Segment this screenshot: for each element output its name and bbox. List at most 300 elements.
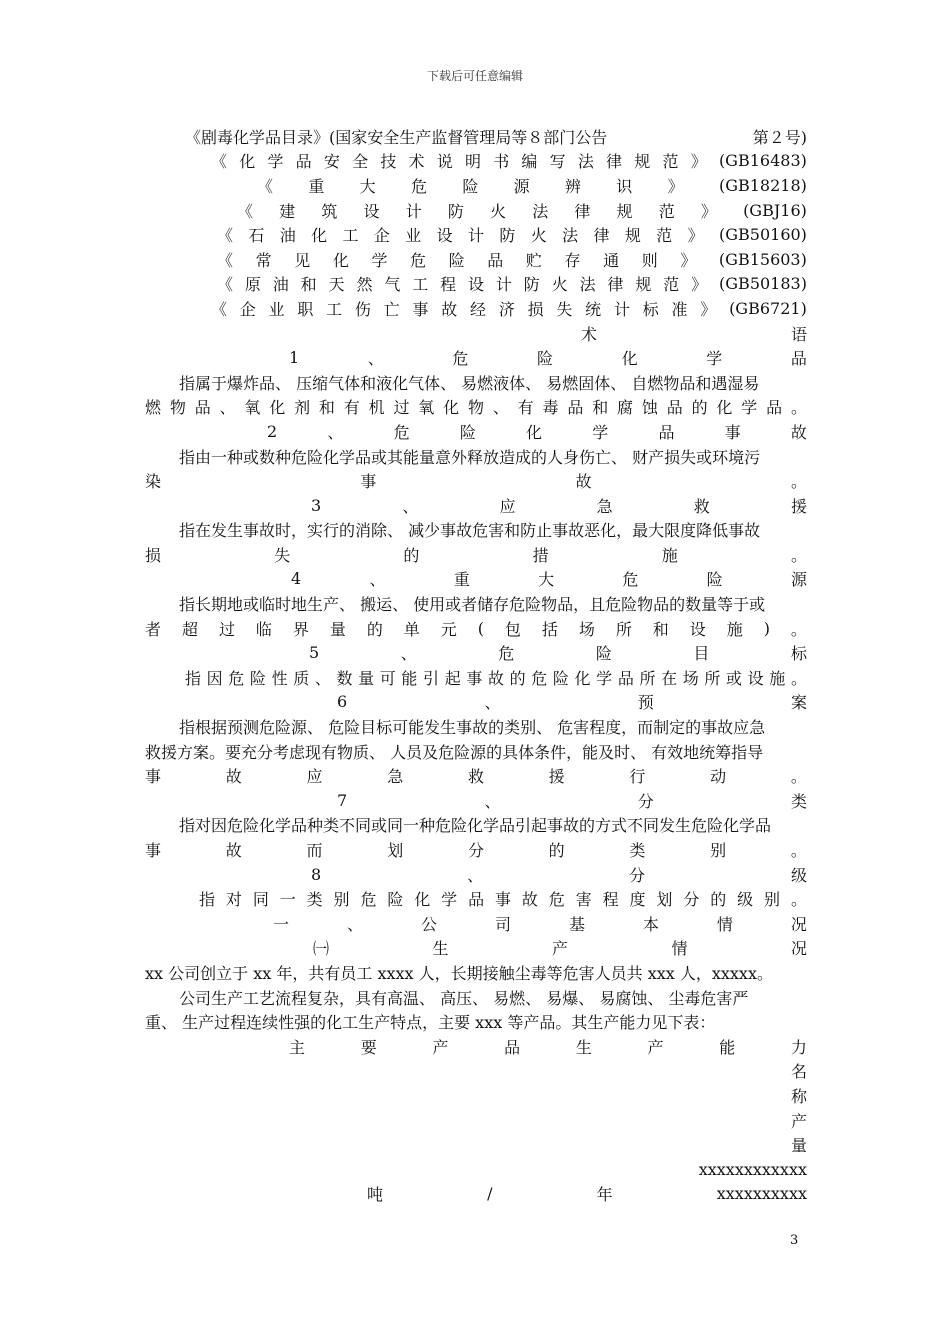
text-token: 指在发生事故时，实行的消除、 减少事故危害和防止事故恶化，最大限度降低事故 (179, 521, 761, 541)
text-token: 学 (371, 250, 388, 270)
text-line (145, 1182, 807, 1207)
text-token: 施 (726, 619, 743, 639)
text-token: 界 (292, 619, 309, 639)
text-token: 业 (405, 226, 422, 246)
text-token: 2 (267, 421, 278, 441)
text-token: 、 (346, 914, 363, 934)
text-token: 施 (661, 545, 678, 565)
text-token: 而 (306, 841, 323, 861)
text-token: 物 (467, 398, 484, 418)
text-line (145, 345, 807, 370)
text-line (145, 370, 807, 395)
text-line (145, 714, 807, 739)
text-token: 起 (444, 668, 461, 688)
text-token: 类 (790, 791, 807, 811)
text-token: 括 (541, 619, 558, 639)
text-line (145, 665, 807, 690)
text-token: 安 (323, 152, 340, 172)
text-token: 防 (499, 226, 516, 246)
text-line (145, 444, 807, 469)
text-token: 危 (452, 349, 469, 369)
text-line (145, 321, 807, 346)
text-token: (GBJ16) (743, 200, 807, 220)
text-line (145, 886, 807, 911)
text-token: 品 (567, 398, 584, 418)
text-token: 况 (790, 939, 807, 959)
text-token: 引 (423, 668, 440, 688)
text-token: 《剧毒化学品目录》(国家安全生产监督管理局等８部门公告 (185, 127, 608, 147)
text-token: 则 (641, 250, 658, 270)
text-token: 1 (289, 348, 300, 368)
text-token: 险 (537, 349, 554, 369)
text-token: 量 (358, 668, 375, 688)
text-token: 危 (360, 890, 377, 910)
text-token: 险 (459, 422, 476, 442)
text-token: xxxxxxxxxxxx (698, 1159, 807, 1179)
text-line (145, 1108, 807, 1133)
text-token: 危 (498, 644, 515, 664)
text-token: 写 (549, 152, 566, 172)
text-token: 6 (337, 692, 348, 712)
text-token: 亡 (383, 299, 400, 319)
text-token: 计 (495, 275, 512, 295)
text-token: 学 (592, 422, 609, 442)
text-token: 机 (368, 398, 385, 418)
text-token: 年 (596, 1185, 613, 1205)
text-token: 事 (145, 767, 162, 787)
text-token: 险 (706, 570, 723, 590)
text-token: 急 (387, 767, 404, 787)
text-token: 故 (225, 767, 242, 787)
text-token: 范 (658, 201, 675, 221)
text-token: / (487, 1184, 493, 1204)
text-token: 。 (790, 668, 807, 688)
text-token: 所 (639, 668, 656, 688)
text-token: 者 (145, 619, 162, 639)
text-token: 化 (414, 890, 431, 910)
text-token: 火 (551, 275, 568, 295)
text-token: 计 (468, 226, 485, 246)
text-token: 染 (145, 472, 162, 492)
text-token: 险 (448, 250, 465, 270)
text-token: 量 (790, 1136, 807, 1156)
text-token: 5 (309, 643, 320, 663)
text-line (145, 296, 807, 321)
text-line (145, 173, 807, 198)
text-token: 全 (352, 152, 369, 172)
text-token: 计 (405, 201, 422, 221)
text-token: 有 (517, 398, 534, 418)
text-token: 规 (635, 275, 652, 295)
text-token: 规 (616, 201, 633, 221)
text-line (145, 222, 807, 247)
text-token: 然 (356, 275, 373, 295)
text-token: 业 (268, 299, 285, 319)
text-token: 学 (596, 668, 613, 688)
text-token: 的 (509, 668, 526, 688)
text-token: 范 (656, 226, 673, 246)
text-token: 基 (568, 914, 585, 934)
text-token: 的 (710, 890, 727, 910)
text-token: 、 (400, 644, 417, 664)
text-token: 主 (289, 1037, 306, 1057)
text-token: (GB16483) (718, 151, 807, 171)
text-line (145, 198, 807, 223)
text-token: 救 (693, 496, 710, 516)
text-token: 学 (267, 152, 284, 172)
text-line (145, 1009, 807, 1034)
text-token: 损 (527, 299, 544, 319)
document-body (145, 124, 807, 1206)
text-token: 建 (279, 201, 296, 221)
text-token: 法 (532, 201, 549, 221)
text-token: 危 (228, 668, 245, 688)
text-token: 过 (218, 619, 235, 639)
text-line (145, 419, 807, 444)
text-token: 急 (596, 496, 613, 516)
text-token: 所 (615, 619, 632, 639)
text-line (145, 640, 807, 665)
text-token: 毒 (542, 398, 559, 418)
text-token: 。 (790, 398, 807, 418)
text-token: 本 (642, 914, 659, 934)
text-line (145, 1157, 807, 1182)
text-token: 筑 (321, 201, 338, 221)
text-token: 故 (225, 841, 242, 861)
text-token: 施 (769, 668, 786, 688)
text-token: 油 (279, 226, 296, 246)
text-token: 重 (308, 176, 325, 196)
text-line (145, 936, 807, 961)
text-token: 害 (575, 890, 592, 910)
text-token: 化 (311, 226, 328, 246)
text-token: 品 (295, 152, 312, 172)
text-token: 力 (790, 1037, 807, 1057)
text-token: 损 (145, 545, 162, 565)
text-token: 工 (412, 275, 429, 295)
text-token: 品 (617, 668, 634, 688)
text-token: 程 (440, 275, 457, 295)
text-token: 》 (680, 250, 697, 270)
text-token: 和 (592, 398, 609, 418)
text-token: 。 (790, 767, 807, 787)
text-token: 蚀 (641, 398, 658, 418)
text-token: 律 (574, 201, 591, 221)
text-token: 化 (526, 422, 543, 442)
text-token: 物 (169, 398, 186, 418)
text-token: 、 (369, 570, 386, 590)
text-token: 别 (333, 890, 350, 910)
text-token: 危 (393, 422, 410, 442)
text-token: 指 (185, 668, 202, 688)
text-token: 场 (682, 668, 699, 688)
text-token: (GB18218) (718, 175, 807, 195)
text-token: 产 (647, 1037, 664, 1057)
text-token: 第２号) (752, 127, 807, 147)
text-token: 企 (373, 226, 390, 246)
text-token: 或 (726, 668, 743, 688)
text-line (145, 149, 807, 174)
text-token: 措 (532, 545, 549, 565)
text-token: 吨 (367, 1185, 384, 1205)
text-token: 见 (294, 250, 311, 270)
text-token: 职 (297, 299, 314, 319)
text-token: 应 (306, 767, 323, 787)
text-line (145, 1132, 807, 1157)
text-token: 行 (629, 767, 646, 787)
text-token: 划 (656, 890, 673, 910)
text-token: 失 (274, 545, 291, 565)
text-token: 事 (145, 841, 162, 861)
text-line (145, 124, 807, 149)
text-line (145, 591, 807, 616)
text-token: 超 (181, 619, 198, 639)
text-token: 一 (273, 914, 290, 934)
text-token: 险 (462, 176, 479, 196)
text-token: 质 (293, 668, 310, 688)
text-token: ( (477, 618, 484, 638)
text-token: 律 (593, 226, 610, 246)
text-token: 源 (790, 570, 807, 590)
text-token: 、 (314, 668, 331, 688)
text-token: 产 (790, 1111, 807, 1131)
text-token: 指长期地或临时地生产、 搬运、 使用或者储存危险物品，且危险物品的数量等于或 (179, 595, 766, 615)
text-token: 失 (556, 299, 573, 319)
text-token: 。 (790, 841, 807, 861)
text-token: 》 (667, 176, 684, 196)
text-token: 事 (724, 422, 741, 442)
text-token: 险 (387, 890, 404, 910)
text-token: 指由一种或数种危险化学品或其能量意外释放造成的人身伤亡、 财产损失或环境污 (179, 447, 761, 467)
text-token: 事 (494, 890, 511, 910)
text-token: (GB6721) (729, 298, 807, 318)
text-token: 4 (291, 569, 302, 589)
text-token: 术 (408, 152, 425, 172)
text-token: 腐 (617, 398, 634, 418)
text-token: 》 (700, 299, 717, 319)
text-token: 产 (551, 939, 568, 959)
text-token: 设 (363, 201, 380, 221)
text-token: 品 (468, 890, 485, 910)
text-token: 《 (211, 152, 228, 172)
text-token: 产 (432, 1037, 449, 1057)
text-token: 》 (690, 152, 707, 172)
text-token: 化 (332, 250, 349, 270)
text-line (145, 616, 807, 641)
text-token: 原 (244, 275, 261, 295)
text-line (145, 985, 807, 1010)
text-line (145, 911, 807, 936)
text-token: 学 (706, 349, 723, 369)
text-token: 所 (704, 668, 721, 688)
text-token: 通 (603, 250, 620, 270)
text-token: 明 (464, 152, 481, 172)
text-token: 动 (710, 767, 727, 787)
text-token: 计 (613, 299, 630, 319)
text-token: 化 (716, 398, 733, 418)
text-token: 和 (300, 275, 317, 295)
text-token: 故 (521, 890, 538, 910)
text-token: 别 (710, 841, 727, 861)
text-token: 源 (513, 176, 530, 196)
text-token: 指 (199, 890, 216, 910)
text-token: 危 (548, 890, 565, 910)
text-token: 设 (468, 275, 485, 295)
text-token: 《 (217, 226, 234, 246)
text-token: 。 (790, 545, 807, 565)
text-token: 单 (403, 619, 420, 639)
text-token: 设 (689, 619, 706, 639)
text-line (145, 542, 807, 567)
text-token: 法 (579, 275, 596, 295)
text-token: 指根据预测危险源、 危险目标可能发生事故的类别、 危害程度，而制定的事故应急 (179, 718, 766, 738)
text-token: 大 (538, 570, 555, 590)
text-token: 剂 (294, 398, 311, 418)
text-token: 》 (687, 226, 704, 246)
text-token: 的 (403, 545, 420, 565)
text-token: 火 (530, 226, 547, 246)
text-token: 级 (790, 865, 807, 885)
text-line (145, 960, 807, 985)
text-token: 氧 (418, 398, 435, 418)
text-token: 名 (790, 1062, 807, 1082)
text-token: 别 (764, 890, 781, 910)
text-token: 工 (326, 299, 343, 319)
text-token: 律 (606, 152, 623, 172)
text-token: 化 (574, 668, 591, 688)
text-token: 危 (531, 668, 548, 688)
text-token: 数 (336, 668, 353, 688)
text-token: 标 (790, 644, 807, 664)
text-line (145, 788, 807, 813)
text-token: 《 (257, 176, 274, 196)
text-token: 规 (634, 152, 651, 172)
text-token: 目 (693, 644, 710, 664)
text-line (145, 813, 807, 838)
text-token: 在 (661, 668, 678, 688)
text-line (145, 862, 807, 887)
text-token: 学 (741, 398, 758, 418)
text-token: 事 (360, 472, 377, 492)
text-token: 指属于爆炸品、 压缩气体和液化气体、 易燃液体、 易燃固体、 自燃物品和遇湿易 (179, 373, 760, 393)
text-token: 书 (493, 152, 510, 172)
text-token: 度 (629, 890, 646, 910)
text-line (145, 493, 807, 518)
text-token: 量 (329, 619, 346, 639)
text-token: 情 (716, 914, 733, 934)
text-token: 生 (575, 1037, 592, 1057)
text-token: 济 (498, 299, 515, 319)
text-token: 应 (499, 496, 516, 516)
text-token: 、 (367, 349, 384, 369)
text-token: 石 (248, 226, 265, 246)
text-token: 故 (441, 299, 458, 319)
text-token: 化 (443, 398, 460, 418)
text-line (145, 247, 807, 272)
text-line (145, 690, 807, 715)
text-token: 故 (790, 422, 807, 442)
text-token: 律 (607, 275, 624, 295)
text-token: 3 (311, 495, 322, 515)
text-token: 化 (239, 152, 256, 172)
text-token: 险 (595, 644, 612, 664)
text-token: 、 (484, 693, 501, 713)
text-token: 常 (255, 250, 272, 270)
text-token: 编 (521, 152, 538, 172)
text-line (145, 1059, 807, 1084)
text-token: 品 (658, 422, 675, 442)
text-token: 一 (279, 890, 296, 910)
text-line (145, 468, 807, 493)
text-token: 工 (342, 226, 359, 246)
text-token: (GB50183) (719, 274, 807, 294)
text-token: 援 (548, 767, 565, 787)
text-token: 大 (359, 176, 376, 196)
text-token: 包 (504, 619, 521, 639)
text-token: 经 (470, 299, 487, 319)
text-token: xx 公司创立于 xx 年，共有员工 xxxx 人，长期接触尘毒等危害人员共 xxx 人，xxxxx。 (145, 963, 773, 983)
text-token: 语 (790, 324, 807, 344)
text-token: 称 (790, 1086, 807, 1106)
text-token: 》 (691, 275, 708, 295)
text-token: 油 (272, 275, 289, 295)
text-token: 的 (691, 398, 708, 418)
text-token: 品 (487, 250, 504, 270)
text-token: 品 (790, 349, 807, 369)
text-line (145, 763, 807, 788)
text-token: 防 (523, 275, 540, 295)
text-token: 标 (642, 299, 659, 319)
text-token: 存 (564, 250, 581, 270)
text-token: 范 (663, 275, 680, 295)
text-token: 《 (217, 275, 234, 295)
text-token: 、 (492, 398, 509, 418)
text-token: 的 (366, 619, 383, 639)
text-token: 识 (616, 176, 633, 196)
text-token: 8 (311, 864, 322, 884)
text-token: 《 (211, 299, 228, 319)
text-token: 。 (790, 472, 807, 492)
text-token: 对 (225, 890, 242, 910)
text-token: 、 (402, 496, 419, 516)
text-token: 同 (252, 890, 269, 910)
text-token: 程 (602, 890, 619, 910)
text-line (145, 837, 807, 862)
text-token: 类 (629, 841, 646, 861)
text-token: 7 (337, 790, 348, 810)
text-token: 生 (432, 939, 449, 959)
text-token: 气 (384, 275, 401, 295)
text-token: 》 (700, 201, 717, 221)
text-token: 、 (327, 422, 344, 442)
text-line (145, 395, 807, 420)
text-token: 救 (467, 767, 484, 787)
text-token: 公司生产工艺流程复杂，具有高温、 高压、 易燃、 易爆、 易腐蚀、 尘毒危害严 (179, 988, 749, 1008)
text-token: 划 (387, 841, 404, 861)
text-token: 说 (436, 152, 453, 172)
text-token: 术 (581, 324, 598, 344)
text-token: 《 (237, 201, 254, 221)
text-token: 性 (271, 668, 288, 688)
text-token: 能 (719, 1037, 736, 1057)
text-token: 危 (410, 250, 427, 270)
text-token: 规 (624, 226, 641, 246)
text-token: 氧 (244, 398, 261, 418)
text-token: 和 (318, 398, 335, 418)
text-token: 设 (747, 668, 764, 688)
text-token: (GB50160) (719, 225, 807, 245)
text-token: 场 (578, 619, 595, 639)
